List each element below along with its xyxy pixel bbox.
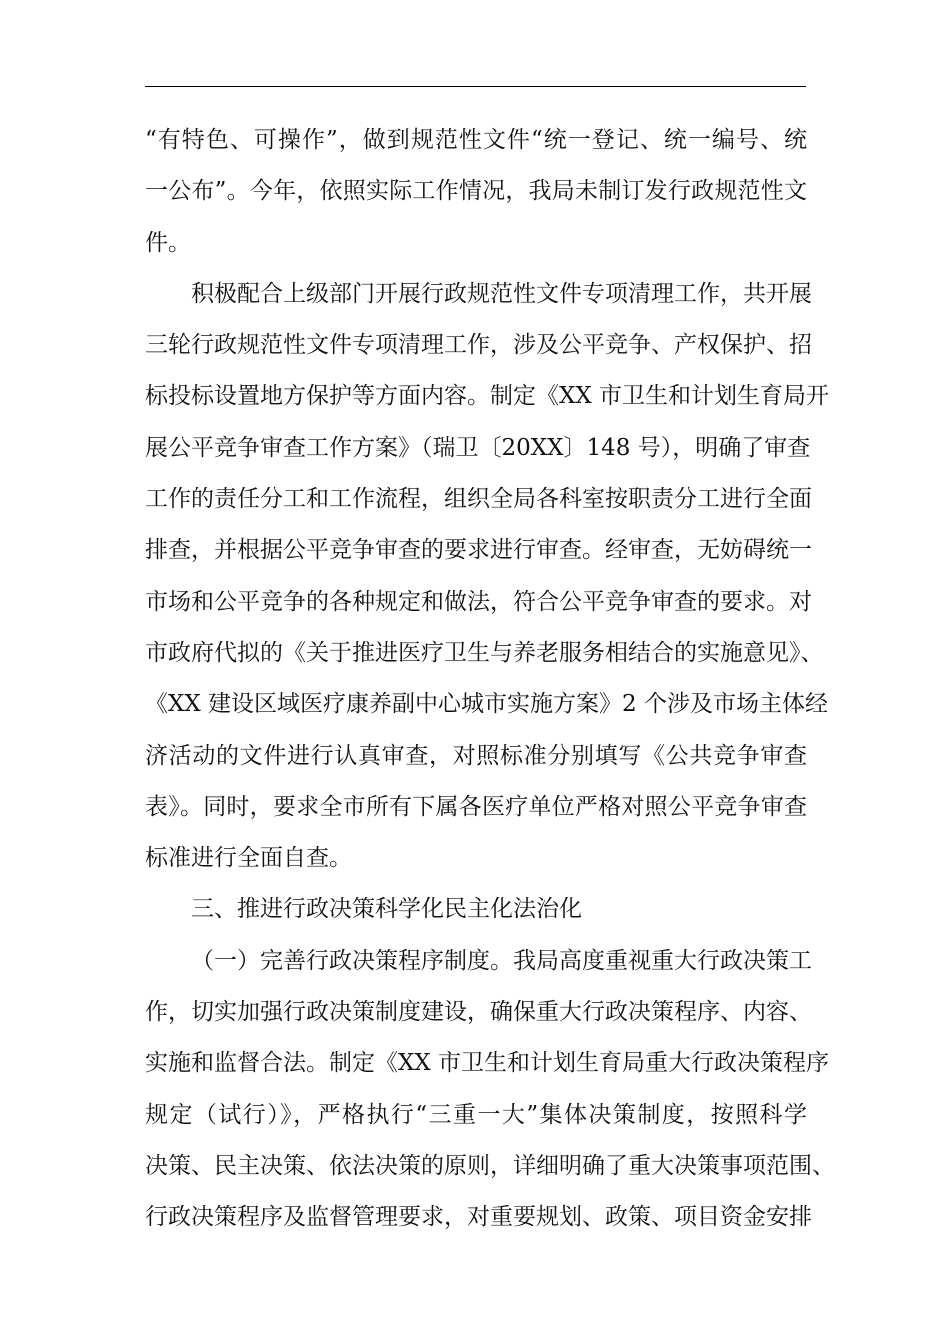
- text-line: 标投标设置地方保护等方面内容。制定《XX 市卫生和计划生育局开: [145, 383, 830, 410]
- text-line: 工作的责任分工和工作流程，组织全局各科室按职责分工进行全面: [145, 486, 812, 513]
- text-line: 市政府代拟的《关于推进医疗卫生与养老服务相结合的实施意见》、: [145, 639, 824, 666]
- text-line: 行政决策程序及监督管理要求，对重要规划、政策、项目资金安排: [145, 1204, 812, 1231]
- text-line: 表》。同时，要求全市所有下属各医疗单位严格对照公平竞争审查: [145, 793, 807, 820]
- text-line: 展公平竞争审查工作方案》（瑞卫〔20XX〕148 号），明确了审查: [145, 434, 811, 461]
- text-line: 一公布”。今年，依照实际工作情况，我局未制订发行政规范性文: [145, 178, 807, 205]
- section-heading: 三、推进行政决策科学化民主化法治化: [191, 896, 582, 923]
- text-line: 市场和公平竞争的各种规定和做法，符合公平竞争审查的要求。对: [145, 588, 812, 615]
- text-line: 济活动的文件进行认真审查，对照标准分别填写《公共竞争审查: [145, 742, 807, 769]
- text-line: 规定（试行）》，严格执行“三重一大”集体决策制度，按照科学: [145, 1101, 807, 1128]
- document-body: [145, 118, 835, 1247]
- text-line: 排查，并根据公平竞争审查的要求进行审查。经审查，无妨碍统一: [145, 537, 812, 564]
- text-line: （一）完善行政决策程序制度。我局高度重视重大行政决策工: [191, 947, 812, 974]
- header-rule: [145, 86, 806, 87]
- text-line: 作，切实加强行政决策制度建设，确保重大行政决策程序、内容、: [145, 999, 812, 1026]
- text-line: 三轮行政规范性文件专项清理工作，涉及公平竞争、产权保护、招: [145, 332, 812, 359]
- text-line: 标准进行全面自查。: [145, 845, 352, 872]
- text-line: 实施和监督合法。制定《XX 市卫生和计划生育局重大行政决策程序: [145, 1050, 830, 1077]
- text-line: 积极配合上级部门开展行政规范性文件专项清理工作，共开展: [191, 280, 812, 307]
- text-line: 件。: [145, 229, 191, 256]
- text-line: 《XX 建设区域医疗康养副中心城市实施方案》2 个涉及市场主体经: [145, 691, 829, 718]
- text-line: 决策、民主决策、依法决策的原则，详细明确了重大决策事项范围、: [145, 1152, 835, 1179]
- text-line: “有特色、可操作”，做到规范性文件“统一登记、统一编号、统: [145, 127, 807, 153]
